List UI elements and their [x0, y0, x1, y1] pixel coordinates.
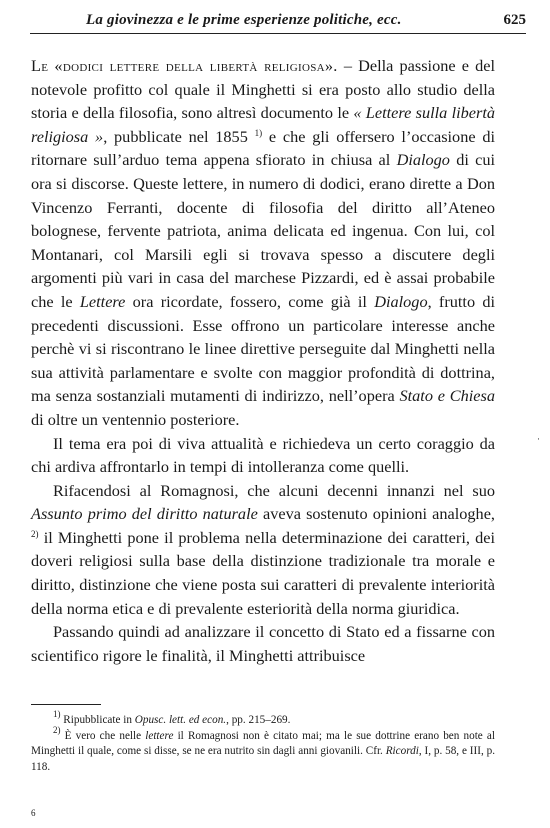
text-run: Rifacendosi al Romagnosi, che alcuni decenni innanzi nel suo	[53, 480, 495, 500]
paragraph-1	[31, 54, 495, 432]
running-header	[30, 8, 526, 32]
italic-title: lettere	[145, 729, 174, 742]
italic-title: Dialogo	[374, 291, 428, 311]
footnote-2	[31, 724, 495, 776]
italic-title: Stato e Chiesa	[399, 386, 495, 406]
italic-title: Lettere	[79, 291, 126, 311]
text-run: e che gli offersero l’occasione di ritornare sull’arduo tema appena sfiorato in chiusa al	[31, 126, 495, 170]
header-rule	[30, 33, 526, 34]
text-run: , pubblicate nel 1855	[103, 126, 255, 146]
footnote-number: 2)	[53, 724, 61, 735]
footnote-number: 1)	[53, 709, 61, 719]
text-run: aveva sostenuto opinioni analoghe,	[257, 504, 495, 524]
italic-title: « Lettere sulla libertà religiosa »	[31, 103, 495, 146]
text-run: , frutto di precedenti discussioni. Esse offrono un particolare interesse anche perchè vi si riscontrano le linee direttive perseguite dal Minghetti nella sua attività parlamentare e svolte con maggior profondità di dottrina, ma senza sostanziali mutamenti di indirizzo, nell’opera	[31, 291, 496, 406]
page-number: 625	[503, 12, 526, 28]
text-run: ora ricordate, fossero, come già il	[125, 291, 375, 311]
text-run: di oltre un ventennio posteriore.	[31, 409, 240, 429]
text-run: Ripubblicate in	[60, 714, 135, 726]
footnote-ref-2: 2)	[31, 528, 39, 539]
footnote-1	[31, 709, 495, 729]
margin-mark: ·	[537, 434, 540, 444]
paragraph-4: Passando quindi ad analizzare il concetto di Stato ed a fissarne con scientifico rigore le finalità, il Minghetti attribuisce	[31, 622, 495, 665]
footnote-ref-1: 1)	[254, 127, 263, 138]
italic-title: Opusc. lett. ed econ.	[134, 714, 227, 726]
text-run: È vero che nelle	[60, 729, 146, 742]
text-run: il Minghetti pone il problema nella determinazione dei caratteri, dei doveri religiosi sulla base della distinzione tradizionale tra morale e diritto, distinzione che viene posta sui caratteri di prevalente interiorità della norma etica e di prevalente esteriorità della norma giuridica.	[31, 527, 495, 618]
italic-title: Dialogo	[396, 150, 450, 170]
paragraph-3	[31, 479, 495, 621]
text-run: di cui ora si discorse. Queste lettere, in numero di dodici, erano dirette a Don Vincenzo Ferranti, docente di filosofia del diritto all’Ateneo bolognese, fervente patriota, anima delicata ed ingenua. Con lui, col Montanari, col Marsili egli si trovava spesso a discutere degli argomenti più vari in casa del marchese Pizzardi, ed è assai probabile che le	[31, 150, 495, 311]
text-run: , I, p. 58, e III, p. 118.	[31, 745, 495, 773]
text-run: , pp. 215–269.	[226, 714, 291, 726]
corner-mark: 6	[31, 808, 36, 818]
main-text	[31, 54, 495, 667]
text-run: il Romagnosi non è citato mai; ma le sue dottrine erano ben note al Minghetti il quale, come si disse, se ne era nutrito sin dagli anni giovanili. Cfr.	[31, 729, 495, 757]
text-run: – Della passione e del notevole profitto col quale il Minghetti si era posto allo studio della storia e della filosofia, sono altresì documento le	[31, 56, 495, 123]
footnotes	[31, 709, 495, 775]
section-heading-le: Le	[31, 56, 49, 75]
italic-title: Assunto primo del diritto naturale	[31, 504, 258, 524]
section-heading: «dodici lettere della libertà religiosa».	[54, 56, 338, 75]
italic-title: Ricordi	[385, 745, 419, 757]
footnote-rule	[31, 704, 101, 705]
paragraph-2: Il tema era poi di viva attualità e richiedeva un certo coraggio da chi ardiva affrontarlo in tempi di intolleranza come quelli.	[31, 433, 495, 477]
running-title: La giovinezza e le prime esperienze politiche, ecc.	[86, 12, 402, 28]
